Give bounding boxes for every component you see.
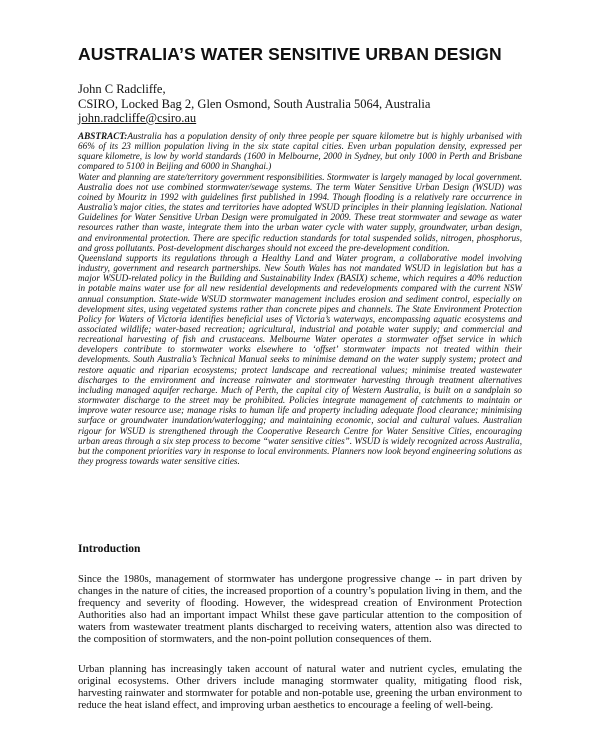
- abstract-paragraph-3: Queensland supports its regulations through a Healthy Land and Water program, a collaborative model involving industry, government and research partnerships. New South Wales has not mandated WSUD in legislation but has a major WSUD-related policy in the Building and Sustainability Index (BASIX) scheme, which requires a 40% reduction in potable mains water use for all new residential developments and redevelopments compared with the current NSW annual consumption. State-wide WSUD stormwater management includes erosion and sediment control, especially on development sites, using vegetated systems rather than concrete pipes and channels. The State Environment Protection Policy for Waters of Victoria identifies beneficial uses of Victoria’s waterways, encompassing aquatic ecosystems and associated wildlife; water-based recreation; agricultural, industrial and potable water supply; and commercial and recreational harvesting of fish and crustaceans. Melbourne Water operates a stormwater offset service in which developers contribute to stormwater works elsewhere to ‘offset’ stormwater impacts not treated within their developments. South Australia’s Technical Manual seeks to minimise demand on the water supply system; protect and restore aquatic and riparian ecosystems; protect landscape and recreational values; minimise treated wastewater discharges to the environment and increase rainwater and stormwater harvesting through treatment alternatives including managed aquifer recharge. Much of Perth, the capital city of Western Australia, is built on a sandplain so stormwater discharge to the street may be prohibited. Policies integrate management of catchments to maintain or improve water resource use; manage risks to human life and property including adequate flood clearance; minimising surface or groundwater inundation/waterlogging; and maintaining economic, social and cultural values. Australian rigour for WSUD is strengthened through the Cooperative Research Centre for Water Sensitive Cities, encouraging urban areas through a six step process to become “water sensitive cities”. WSUD is widely recognized across Australia, but the component priorities vary in response to local environments. Planners now look beyond engineering solutions as they progress towards water sensitive cities.: [78, 252, 522, 466]
- abstract: [78, 131, 522, 466]
- introduction-paragraph-1: Since the 1980s, management of stormwater has undergone progressive change -- in part driven by changes in the nature of cities, the increased proportion of a country’s population living in them, and the frequency and severity of flooding. However, the widespread creation of Environment Protection Authorities also had an important impact Whilst these gave particular attention to the composition of waters from wastewater treatment plants discharged to receiving waters, attention also was directed to the composition of stormwaters, and the non-point pollution consequences of them.: [78, 574, 522, 646]
- abstract-label: ABSTRACT:: [78, 131, 128, 141]
- author-affiliation: CSIRO, Locked Bag 2, Glen Osmond, South Australia 5064, Australia: [78, 96, 431, 111]
- introduction-paragraph-2: Urban planning has increasingly taken account of natural water and nutrient cycles, emulating the original ecosystems. Other drivers include managing stormwater quality, mitigating flood risk, harvesting rainwater and stormwater for potable and non-potable use, greening the urban environment to reduce the heat island effect, and improving urban aesthetics to encourage a feeling of well-being.: [78, 664, 522, 712]
- author-name: John C Radcliffe,: [78, 82, 166, 96]
- abstract-paragraph: [78, 131, 522, 172]
- abstract-paragraph-2: Water and planning are state/territory government responsibilities. Stormwater is largely managed by local government. Australia does not use combined stormwater/sewage systems. The term Water Sensitive Urban Design (WSUD) was coined by Mouritz in 1992 with guidelines first published in 1994. Though flooding is a relatively rare occurrence in Australia’s major cities, the states and territories have adopted WSUD principles in their planning legislation. National Guidelines for Water Sensitive Urban Design were promulgated in 2009. These treat stormwater and sewage as water resources rather than waste, integrate them into the urban water cycle with water supply, groundwater, urban design, and environmental protection. There are specific reduction standards for total suspended solids, nitrogen, phosphorus, and gross pollutants. Post-development discharges should not exceed the pre-development condition.: [78, 171, 522, 253]
- abstract-paragraph-1: Australia has a population density of only three people per square kilometre but is highly urbanised with 66% of its 23 million population living in the six state capital cities. Even urban population density, expressed per square kilometre, is low by world standards (1600 in Melbourne, 2000 in Sydney, but only 1000 in Perth and Brisbane compared to 5100 in Beijing and 6000 in Shanghai.): [78, 131, 522, 172]
- section-heading-introduction: Introduction: [78, 543, 141, 555]
- author-block: [78, 82, 558, 126]
- paper-title: AUSTRALIA’S WATER SENSITIVE URBAN DESIGN: [78, 44, 502, 64]
- author-email-link[interactable]: john.radcliffe@csiro.au: [78, 111, 197, 125]
